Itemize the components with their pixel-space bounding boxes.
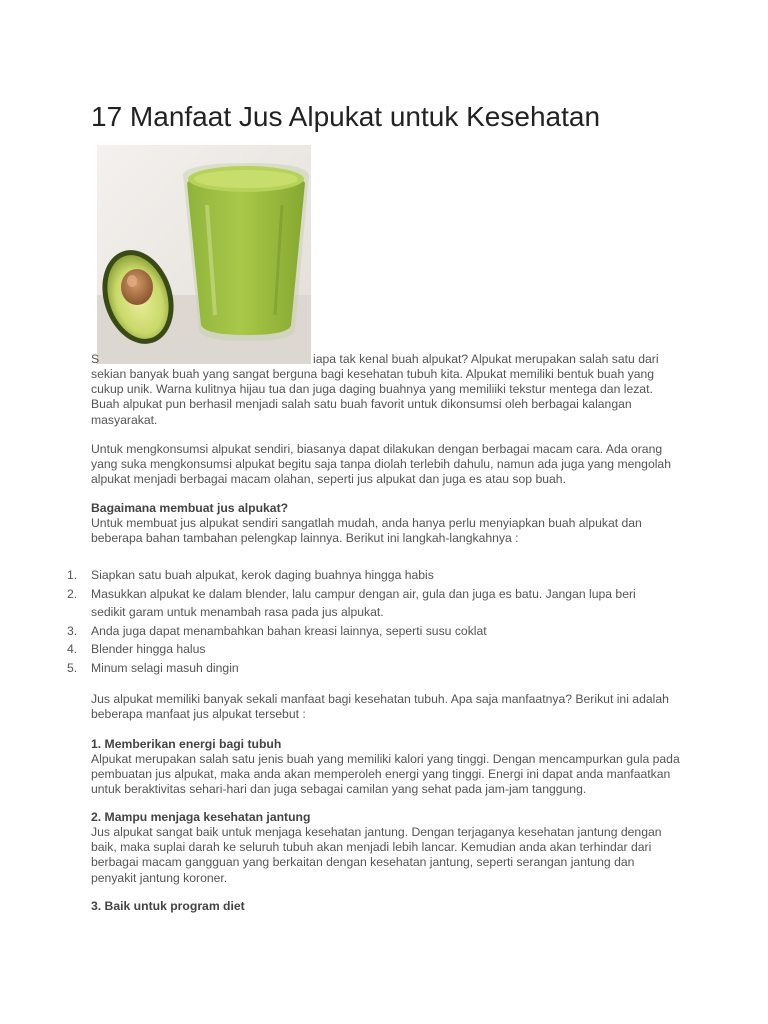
intro-first-line: iapa tak kenal buah alpukat? Alpukat merupakan salah satu dari — [313, 352, 659, 366]
list-item: 5. Minum selagi masuh dingin — [67, 660, 239, 675]
howto-paragraph: Untuk membuat jus alpukat sendiri sangatlah mudah, anda hanya perlu menyiapkan buah alpukat dan beberapa bahan tambahan pelengkap lainnya. Berikut ini langkah-langkahnya : — [91, 516, 642, 546]
benefit-2-heading: 2. Mampu menjaga kesehatan jantung — [91, 810, 311, 824]
avocado-juice-photo — [97, 145, 311, 364]
benefits-intro: Jus alpukat memiliki banyak sekali manfaat bagi kesehatan tubuh. Apa saja manfaatnya? Berikut ini adalah beberapa manfaat jus alpukat tersebut : — [91, 692, 669, 722]
intro-paragraph: sekian banyak buah yang sangat berguna bagi kesehatan tubuh kita. Alpukat memiliki bentuk buah yang cukup unik. Warna kulitnya hijau tua dan juga daging buahnya yang memiliiki tekstur mentega dan lezat. Buah alpukat pun berhasil menjadi salah satu buah favorit untuk dikonsumsi oleh berbagai kalangan masyarakat. — [91, 367, 655, 427]
steps-list — [67, 566, 667, 677]
paragraph-consumption: Untuk mengkonsumsi alpukat sendiri, biasanya dapat dilakukan dengan berbagai macam cara. Ada orang yang suka mengkonsumsi alpukat begitu saja tanpa diolah terlebih dahulu, namun ada juga yang mengolah alpukat menjadi berbagai macam olahan, seperti jus alpukat dan juga es atau sop buah. — [91, 442, 671, 487]
benefit-3-heading: 3. Baik untuk program diet — [91, 899, 245, 913]
benefit-1-heading: 1. Memberikan energi bagi tubuh — [91, 737, 282, 751]
benefit-1-text: Alpukat merupakan salah satu jenis buah yang memiliki kalori yang tinggi. Dengan mencampurkan gula pada pembuatan jus alpukat, maka anda akan memperoleh energi yang tinggi. Energi ini dapat anda manfaatkan untuk beraktivitas sehari-hari dan juga sebagai camilan yang sehat pada jam-jam tanggung. — [91, 752, 680, 797]
list-item: 4. Blender hingga halus — [67, 642, 206, 656]
page-title: 17 Manfaat Jus Alpukat untuk Kesehatan — [91, 101, 601, 132]
howto-heading: Bagaimana membuat jus alpukat? — [91, 501, 289, 515]
benefit-2-text: Jus alpukat sangat baik untuk menjaga kesehatan jantung. Dengan terjaganya kesehatan jantung dengan baik, maka suplai darah ke seluruh tubuh akan menjadi lebih lancar. Kemudian anda akan terhindar dari berbagai macam gangguan yang berkaitan dengan kesehatan jantung, seperti serangan jantung dan penyakit jantung koroner. — [91, 825, 662, 885]
list-item: 3. Anda juga dapat menambahkan bahan kreasi lainnya, seperti susu coklat — [67, 623, 487, 638]
intro-lead-letter: S — [91, 352, 100, 366]
list-item: 2. Masukkan alpukat ke dalam blender, lalu campur dengan air, gula dan juga es batu. Jangan lupa beri sedikit garam untuk menambah rasa pada jus alpukat. — [67, 586, 636, 619]
list-item: 1. Siapkan satu buah alpukat, kerok daging buahnya hingga habis — [67, 568, 434, 582]
